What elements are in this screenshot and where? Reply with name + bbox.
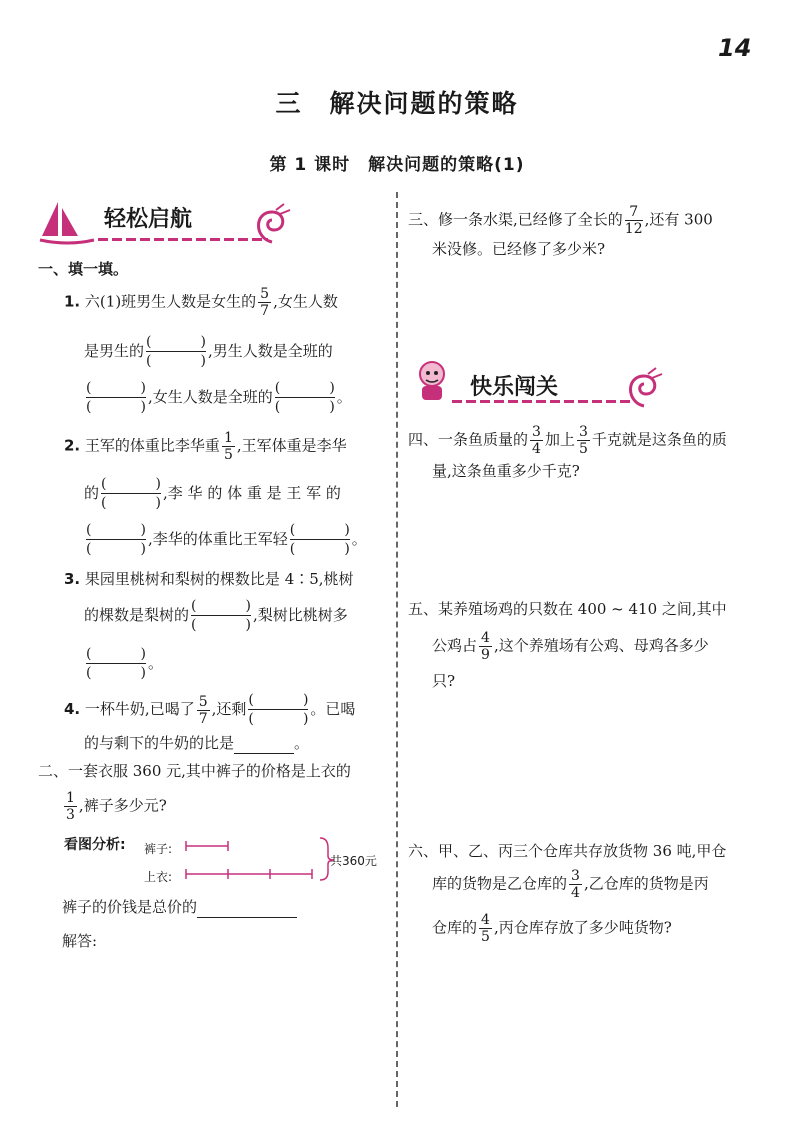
section-two-line1: 二、一套衣服 360 元,其中裤子的价格是上衣的 [38,762,351,780]
banner-title: 轻松启航 [104,207,193,232]
answer-blank[interactable] [275,380,335,416]
fraction-3-5: $\frac{3}{5}$ [578,424,588,457]
r-q3-line1: 三、修一条水渠,已经修了全长的 $\frac{7}{12}$ ,还有 300 [408,204,713,237]
q2-line3: ,李华的体重比王军轻 。 [84,522,367,558]
q1-number: 1. [64,292,81,311]
banner-kuaile [408,356,678,408]
r-q5-line3: 只? [432,672,456,690]
q1-line3: ,女生人数是全班的 。 [84,380,352,416]
r-q5-line2: 公鸡占 $\frac{4}{9}$ ,这个养殖场有公鸡、母鸡各多少 [432,630,709,663]
q4-line2: 的与剩下的牛奶的比是 。 [84,734,310,752]
answer-blank[interactable] [86,380,146,416]
q1-text1: 六(1)班男生人数是女生的 [84,292,257,311]
fraction-1-3: $\frac{1}{3}$ [66,790,75,823]
banner-title: 快乐闯关 [470,375,559,400]
answer-blank[interactable] [86,522,146,558]
answer-blank[interactable] [146,334,206,370]
fraction-7-12: $\frac{7}{12}$ [624,204,643,237]
answer-underline[interactable] [197,899,297,918]
diagram-pants-label: 裤子: [144,842,173,856]
diagram-label: 看图分析: [64,837,126,853]
fraction-1-5: $\frac{1}{5}$ [223,430,233,463]
r-q3-line2: 米没修。已经修了多少米? [432,240,606,258]
segment-diagram [180,834,340,884]
answer-blank[interactable] [290,522,350,558]
chapter-title: 三 解决问题的策略 [275,89,519,118]
fraction-3-4: $\frac{3}{4}$ [532,424,541,457]
q1-line1 [64,286,338,319]
fraction-5-7: $\frac{5}{7}$ [198,693,208,727]
diagram-shirt-label: 上衣: [144,870,173,884]
answer-blank[interactable] [248,692,308,728]
sailboat-icon [38,196,98,248]
r-q4-line1: 四、一条鱼质量的 $\frac{3}{4}$ 加上 $\frac{3}{5}$ 千克就是这条鱼的质 [408,424,727,457]
fraction-3-4: $\frac{3}{4}$ [571,868,580,901]
q3-line1: 3. 果园里桃树和梨树的棵数比是 4∶5,桃树 [64,570,354,588]
banner-rule [98,238,268,241]
swirl-ornament-icon [250,202,294,246]
q2-line1: 2. 王军的体重比李华重 $\frac{1}{5}$ ,王军体重是李华 [64,430,347,463]
lesson-title: 第 1 课时 解决问题的策略(1) [269,155,525,175]
q1-text2: ,女生人数 [273,292,338,311]
q3-line2: 的棵数是梨树的 ,梨树比桃树多 [84,598,348,634]
fraction-4-5: $\frac{4}{5}$ [481,912,490,945]
fraction-4-9: $\frac{4}{9}$ [481,630,490,663]
r-q4-line2: 量,这条鱼重多少千克? [432,462,580,480]
r-q6-line2: 库的货物是乙仓库的 $\frac{3}{4}$ ,乙仓库的货物是丙 [432,868,709,901]
banner-rule [452,400,632,403]
answer-blank[interactable] [191,598,251,634]
page-number: 14 [718,34,752,62]
answer-blank[interactable] [101,476,161,512]
r-q6-line1: 六、甲、乙、丙三个仓库共存放货物 36 吨,甲仓 [408,842,727,860]
pants-fraction-line: 裤子的价钱是总价的 [62,896,297,918]
section-two-line2: $\frac{1}{3}$ ,裤子多少元? [66,790,167,823]
answer-underline[interactable] [234,735,294,754]
column-divider [396,192,398,1107]
banner-qingsong [38,196,288,248]
swirl-ornament-icon [622,366,666,410]
answer-blank[interactable] [86,646,146,682]
fraction-5-7: $\frac{5}{7}$ [260,286,270,319]
section-one-title: 一、填一填。 [38,260,129,278]
q4-line1: 4. 一杯牛奶,已喝了 $\frac{5}{7}$ ,还剩 。已喝 [64,693,356,727]
q2-line2: 的 ,李 华 的 体 重 是 王 军 的 [84,476,341,512]
diagram-total-label: 共360元 [330,854,377,868]
q3-line3: 。 [84,646,163,682]
q1-line2: 是男生的 ,男生人数是全班的 [84,334,333,370]
answer-label: 解答: [62,932,98,950]
r-q6-line3: 仓库的 $\frac{4}{5}$ ,丙仓库存放了多少吨货物? [432,912,672,945]
r-q5-line1: 五、某养殖场鸡的只数在 400 ~ 410 之间,其中 [408,600,727,618]
